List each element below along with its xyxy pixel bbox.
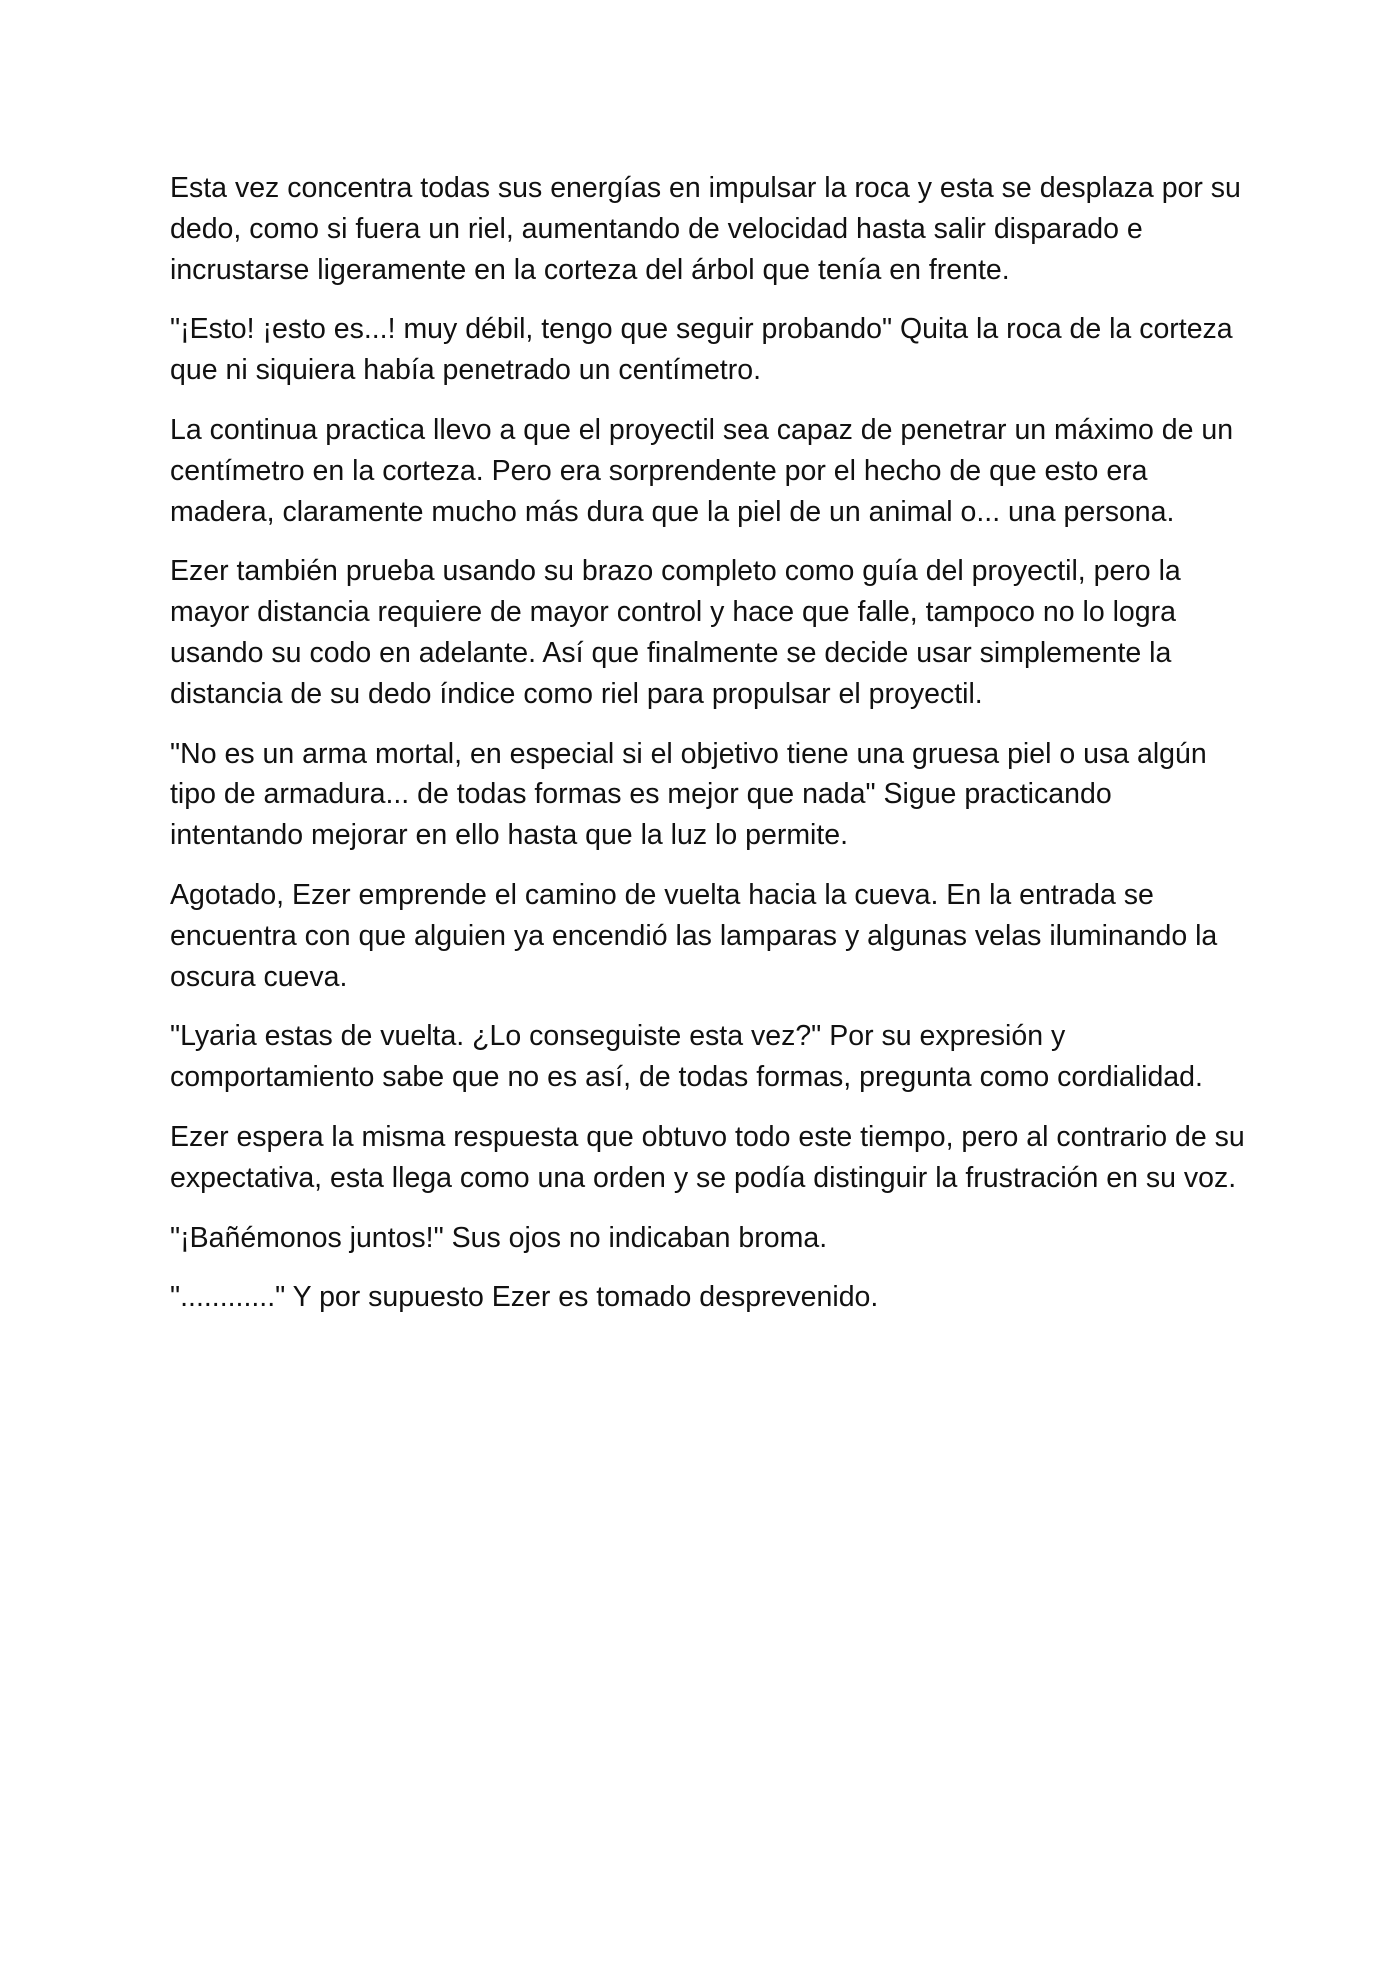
paragraph: [170, 168, 1245, 290]
text-line: madera, claramente mucho más dura que la piel de un animal o... una persona.: [170, 495, 1175, 528]
text-line: que ni siquiera había penetrado un centímetro.: [170, 354, 761, 387]
text-line: mayor distancia requiere de mayor control y hace que falle, tampoco no lo logra: [170, 596, 1176, 629]
paragraph: [170, 875, 1245, 997]
paragraph: [170, 551, 1245, 714]
paragraph: [170, 1117, 1245, 1199]
text-line: Ezer espera la misma respuesta que obtuvo todo este tiempo, pero al contrario de su: [170, 1120, 1245, 1153]
text-line: "¡Esto! ¡esto es...! muy débil, tengo que seguir probando" Quita la roca de la corteza: [170, 313, 1233, 346]
paragraph: [170, 410, 1245, 532]
text-line: oscura cueva.: [170, 960, 348, 993]
text-line: usando su codo en adelante. Así que finalmente se decide usar simplemente la: [170, 636, 1172, 669]
text-line: "No es un arma mortal, en especial si el objetivo tiene una gruesa piel o usa algún: [170, 737, 1207, 770]
text-line: Ezer también prueba usando su brazo completo como guía del proyectil, pero la: [170, 555, 1181, 588]
text-line: expectativa, esta llega como una orden y se podía distinguir la frustración en su voz.: [170, 1161, 1237, 1194]
text-line: Agotado, Ezer emprende el camino de vuelta hacia la cueva. En la entrada se: [170, 878, 1154, 911]
text-line: "¡Bañémonos juntos!" Sus ojos no indicaban broma.: [170, 1221, 828, 1254]
text-line: La continua practica llevo a que el proyectil sea capaz de penetrar un máximo de un: [170, 413, 1234, 446]
text-line: "............" Y por supuesto Ezer es tomado desprevenido.: [170, 1281, 879, 1314]
paragraph: [170, 309, 1245, 391]
text-line: tipo de armadura... de todas formas es mejor que nada" Sigue practicando: [170, 778, 1112, 811]
paragraph: [170, 1016, 1245, 1098]
text-line: centímetro en la corteza. Pero era sorprendente por el hecho de que esto era: [170, 454, 1148, 487]
text-line: comportamiento sabe que no es así, de todas formas, pregunta como cordialidad.: [170, 1061, 1203, 1094]
text-line: incrustarse ligeramente en la corteza del árbol que tenía en frente.: [170, 253, 1010, 286]
text-line: intentando mejorar en ello hasta que la luz lo permite.: [170, 819, 849, 852]
paragraph: [170, 1218, 1245, 1259]
text-line: distancia de su dedo índice como riel para propulsar el proyectil.: [170, 677, 983, 710]
body-text: [170, 168, 1245, 1337]
paragraph: [170, 734, 1245, 856]
text-line: "Lyaria estas de vuelta. ¿Lo conseguiste esta vez?" Por su expresión y: [170, 1020, 1066, 1053]
text-line: Esta vez concentra todas sus energías en impulsar la roca y esta se desplaza por su: [170, 172, 1241, 204]
text-line: encuentra con que alguien ya encendió las lamparas y algunas velas iluminando la: [170, 919, 1218, 952]
text-line: dedo, como si fuera un riel, aumentando de velocidad hasta salir disparado e: [170, 212, 1143, 245]
paragraph: [170, 1277, 1245, 1318]
